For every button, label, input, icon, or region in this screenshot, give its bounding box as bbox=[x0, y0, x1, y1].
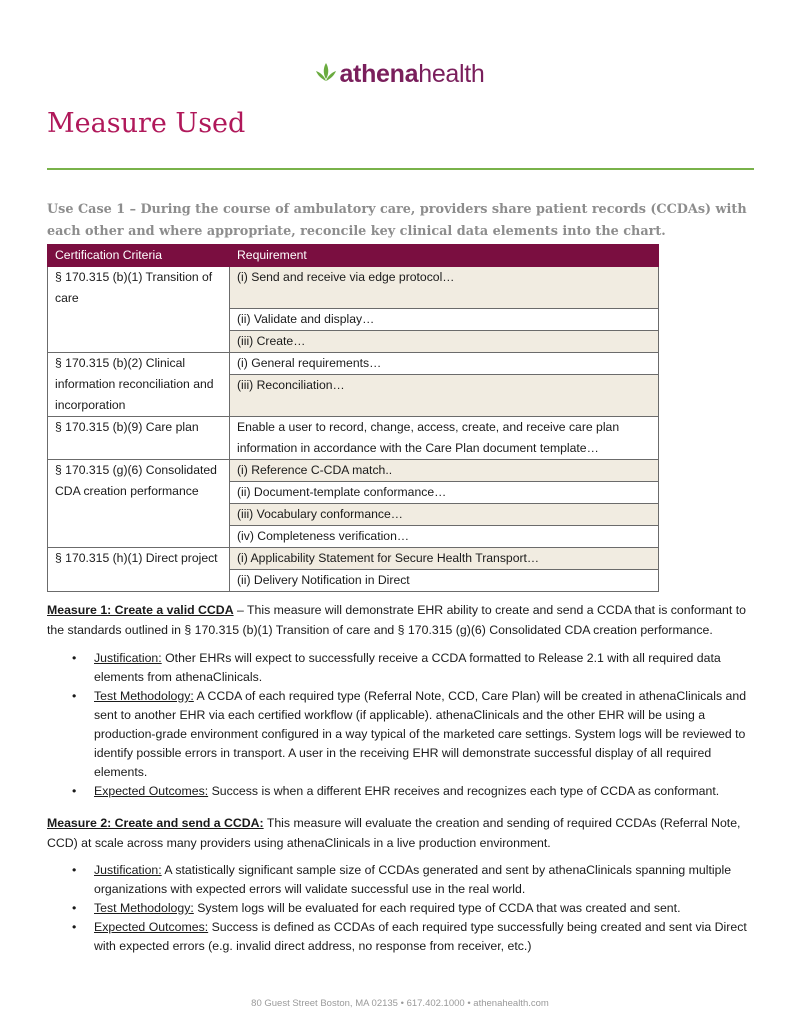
page-footer: 80 Guest Street Boston, MA 02135 • 617.402.1000 • athenahealth.com bbox=[251, 998, 549, 1009]
measure-1-paragraph bbox=[47, 600, 759, 640]
bullet-text: Other EHRs will expect to successfully receive a CCDA formatted to Release 2.1 with all required data elements from athenaClinicals. bbox=[94, 651, 721, 684]
logo-bold: athena bbox=[339, 60, 419, 88]
table-row bbox=[48, 417, 659, 460]
company-logo bbox=[0, 60, 800, 89]
requirement-cell: (i) Reference C-CDA match.. bbox=[230, 460, 659, 482]
measure-2-bullets bbox=[72, 861, 756, 956]
requirement-cell: (i) Send and receive via edge protocol… bbox=[230, 267, 659, 309]
bullet-text: A CCDA of each required type (Referral Note, CCD, Care Plan) will be created in athenaClinicals and sent to another EHR via each certified workflow (if applicable). athenaClinicals and the other EHR will be using a production-grade environment configured in a way typical of the marketed care settings. System logs will be reviewed to identify possible errors in transport. A user in the receiving EHR will demonstrate successful display of all required elements. bbox=[94, 689, 747, 779]
bullet-label: Test Methodology: bbox=[94, 689, 194, 703]
bullet-label: Expected Outcomes: bbox=[94, 784, 209, 798]
bullet-label: Justification: bbox=[94, 651, 162, 665]
requirement-cell: (i) General requirements… bbox=[230, 353, 659, 375]
measure-1-bullets bbox=[72, 649, 756, 801]
title-divider bbox=[47, 168, 754, 170]
criteria-cell: § 170.315 (b)(1) Transition of care bbox=[48, 267, 230, 353]
measure-2-label: Measure 2: Create and send a CCDA: bbox=[47, 816, 264, 830]
header-requirement: Requirement bbox=[230, 245, 659, 267]
list-item: • Test Methodology: System logs will be evaluated for each required type of CCDA that was created and sent. bbox=[72, 901, 681, 915]
requirement-cell: (iv) Completeness verification… bbox=[230, 526, 659, 548]
requirement-cell: (ii) Document-template conformance… bbox=[230, 482, 659, 504]
criteria-cell: § 170.315 (g)(6) Consolidated CDA creation performance bbox=[48, 460, 230, 548]
page-title: Measure Used bbox=[47, 108, 246, 139]
use-case-heading: Use Case 1 – During the course of ambulatory care, providers share patient records (CCDAs) with each other and where appropriate, reconcile key clinical data elements into the chart. bbox=[47, 202, 747, 239]
list-item: • Expected Outcomes: Success is when a different EHR receives and recognizes each type of CCDA as conformant. bbox=[72, 784, 720, 798]
requirement-cell: (ii) Validate and display… bbox=[230, 309, 659, 331]
table-row bbox=[48, 267, 659, 309]
bullet-text: A statistically significant sample size of CCDAs generated and sent by athenaClinicals spanning multiple organizations with expected errors will validate successful use in the real world. bbox=[94, 863, 732, 896]
requirement-cell: Enable a user to record, change, access, create, and receive care plan information in accordance with the Care Plan document template… bbox=[230, 417, 659, 460]
leaf-icon bbox=[315, 62, 337, 87]
criteria-cell: § 170.315 (b)(9) Care plan bbox=[48, 417, 230, 460]
requirement-cell: (i) Applicability Statement for Secure Health Transport… bbox=[230, 548, 659, 570]
requirement-cell: (iii) Reconciliation… bbox=[230, 375, 659, 417]
table-row bbox=[48, 548, 659, 570]
bullet-text: System logs will be evaluated for each required type of CCDA that was created and sent. bbox=[193, 901, 681, 915]
criteria-cell: § 170.315 (h)(1) Direct project bbox=[48, 548, 230, 592]
list-item: • Justification: A statistically significant sample size of CCDAs generated and sent by athenaClinicals spanning multiple organizations with expected errors will validate successful use in the real world. bbox=[72, 863, 732, 896]
logo-light: health bbox=[418, 60, 485, 88]
table-row bbox=[48, 460, 659, 482]
list-item: • Justification: Other EHRs will expect to successfully receive a CCDA formatted to Release 2.1 with all required data elements from athenaClinicals. bbox=[72, 651, 721, 684]
bullet-label: Justification: bbox=[94, 863, 162, 877]
certification-table bbox=[47, 244, 659, 592]
criteria-cell: § 170.315 (b)(2) Clinical information reconciliation and incorporation bbox=[48, 353, 230, 417]
list-item: • Test Methodology: A CCDA of each required type (Referral Note, CCD, Care Plan) will be created in athenaClinicals and sent to another EHR via each certified workflow (if applicable). athenaClinicals and the other EHR will be using a production-grade environment configured in a way typical of the marketed care settings. System logs will be reviewed to identify possible errors in transport. A user in the receiving EHR will demonstrate successful display of all required elements. bbox=[72, 689, 747, 779]
header-criteria: Certification Criteria bbox=[48, 245, 230, 267]
table-header-row bbox=[48, 245, 659, 267]
requirement-cell: (iii) Vocabulary conformance… bbox=[230, 504, 659, 526]
list-item: • Expected Outcomes: Success is defined as CCDAs of each required type successfully being created and sent via Direct with expected errors (e.g. invalid direct address, no response from receiver, etc.) bbox=[72, 920, 747, 953]
bullet-label: Test Methodology: bbox=[94, 901, 194, 915]
bullet-text: Success is defined as CCDAs of each required type successfully being created and sent via Direct with expected errors (e.g. invalid direct address, no response from receiver, etc.) bbox=[94, 920, 747, 953]
requirement-cell: (iii) Create… bbox=[230, 331, 659, 353]
measure-2-text: This measure will evaluate the creation and sending of required CCDAs (Referral Note, CCD) at scale across many providers using athenaClinicals in a live production environment. bbox=[47, 816, 741, 850]
table-row bbox=[48, 353, 659, 375]
measure-2-paragraph bbox=[47, 813, 759, 853]
bullet-text: Success is when a different EHR receives and recognizes each type of CCDA as conformant. bbox=[208, 784, 720, 798]
bullet-label: Expected Outcomes: bbox=[94, 920, 209, 934]
measure-1-label: Measure 1: Create a valid CCDA bbox=[47, 603, 234, 617]
requirement-cell: (ii) Delivery Notification in Direct bbox=[230, 570, 659, 592]
measure-1-text: – This measure will demonstrate EHR ability to create and send a CCDA that is conformant to the standards outlined in § 170.315 (b)(1) Transition of care and § 170.315 (g)(6) Consolidated CDA creation performance. bbox=[47, 603, 746, 637]
